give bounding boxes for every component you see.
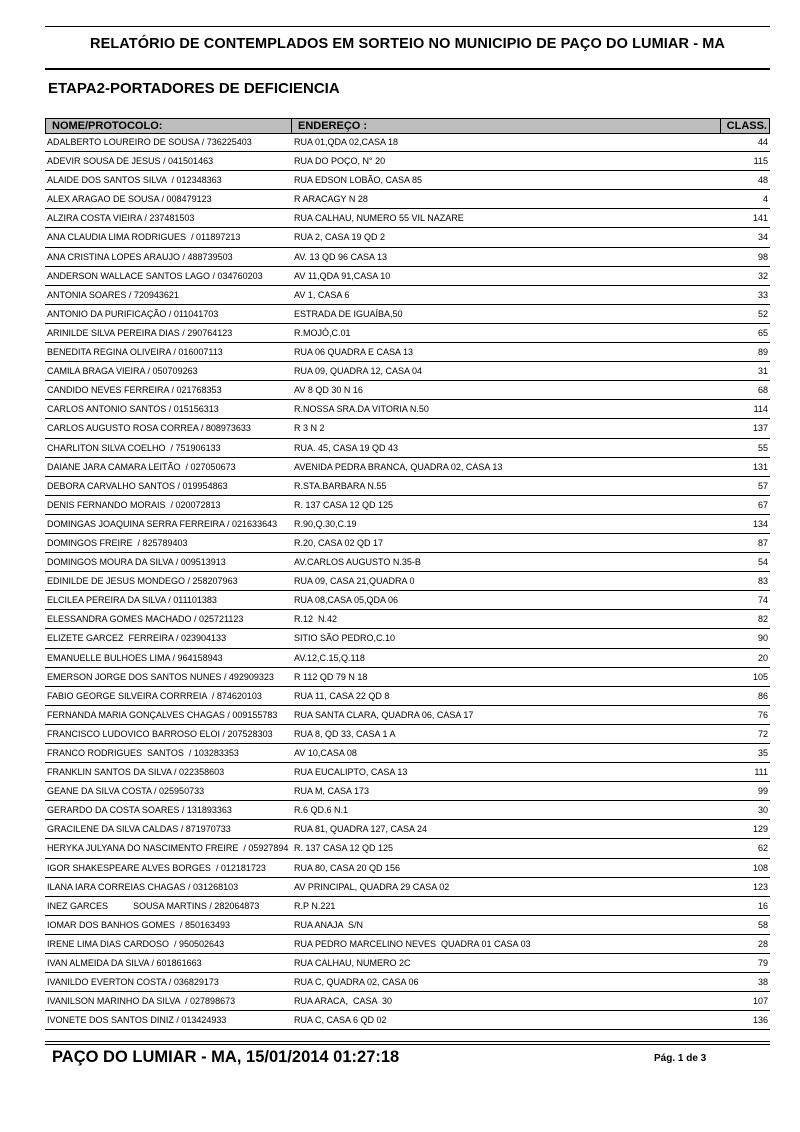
table-row xyxy=(45,209,770,228)
address-cell: AV 10,CASA 08 xyxy=(294,748,357,758)
class-cell: 30 xyxy=(757,805,768,816)
address-cell: RUA SANTA CLARA, QUADRA 06, CASA 17 xyxy=(294,709,474,720)
name-cell: ANTONIO DA PURIFICAÇÃO / 011041703 xyxy=(47,308,219,319)
address-cell: RUA CALHAU, NUMERO 2C xyxy=(294,958,411,969)
address-cell: RUA 11, CASA 22 QD 8 xyxy=(294,690,390,701)
table-row xyxy=(45,324,770,343)
name-cell: IVAN ALMEIDA DA SILVA / 601861663 xyxy=(47,958,202,969)
name-cell: CHARLITON SILVA COELHO / 751906133 xyxy=(47,442,221,453)
address-cell: RUA DO POÇO, N° 20 xyxy=(294,156,386,167)
table-row xyxy=(45,878,770,897)
class-cell: 48 xyxy=(757,175,768,186)
class-cell: 58 xyxy=(757,919,768,930)
class-cell: 86 xyxy=(757,690,768,701)
table-row xyxy=(45,419,770,438)
class-cell: 114 xyxy=(753,404,768,415)
class-cell: 68 xyxy=(757,385,768,396)
table-row xyxy=(45,954,770,973)
table-header xyxy=(45,118,770,134)
table-row xyxy=(45,267,770,286)
address-cell: RUA EUCALIPTO, CASA 13 xyxy=(294,767,408,778)
address-cell: R.90,Q.30,C.19 xyxy=(294,518,357,529)
class-cell: 90 xyxy=(757,633,768,644)
address-cell: RUA C, QUADRA 02, CASA 06 xyxy=(294,977,419,988)
address-cell: R.12 N.42 xyxy=(294,614,338,625)
name-cell: ANA CLAUDIA LIMA RODRIGUES / 011897213 xyxy=(47,232,241,243)
name-cell: FRANKLIN SANTOS DA SILVA / 022358603 xyxy=(47,767,225,778)
class-cell: 52 xyxy=(757,308,768,319)
class-cell: 72 xyxy=(757,728,768,739)
table-row xyxy=(45,152,770,171)
address-cell: RUA. 45, CASA 19 QD 43 xyxy=(294,442,399,453)
address-cell: R.MOJÓ,C.01 xyxy=(294,327,351,338)
table-row xyxy=(45,458,770,477)
table-row xyxy=(45,171,770,190)
page-number: Pág. 1 de 3 xyxy=(654,1053,707,1064)
name-cell: EMERSON JORGE DOS SANTOS NUNES / 492909323 xyxy=(47,671,274,682)
column-header-address: ENDEREÇO : xyxy=(291,119,367,133)
class-cell: 99 xyxy=(757,786,768,797)
class-cell: 76 xyxy=(757,709,768,720)
class-cell: 57 xyxy=(757,480,768,491)
class-cell: 108 xyxy=(752,862,768,873)
class-cell: 44 xyxy=(757,137,768,147)
address-cell: R.6 QD.6 N.1 xyxy=(294,805,349,816)
address-cell: RUA 08,CASA 05,QDA 06 xyxy=(294,595,399,606)
address-cell: AV.12,C.15,Q.118 xyxy=(294,652,365,663)
table-row xyxy=(45,629,770,648)
address-cell: RUA 8, QD 33, CASA 1 A xyxy=(294,728,396,739)
table-row xyxy=(45,228,770,247)
class-cell: 87 xyxy=(757,537,768,548)
name-cell: CANDIDO NEVES FERREIRA / 021768353 xyxy=(47,385,222,396)
name-cell: GERARDO DA COSTA SOARES / 131893363 xyxy=(47,805,232,816)
name-cell: ELESSANDRA GOMES MACHADO / 025721123 xyxy=(47,614,244,625)
top-rule xyxy=(45,26,770,27)
address-cell: SITIO SÃO PEDRO,C.10 xyxy=(294,633,396,644)
name-cell: FRANCO RODRIGUES SANTOS / 103283353 xyxy=(47,748,239,758)
name-cell: EDINILDE DE JESUS MONDEGO / 258207963 xyxy=(47,576,238,587)
name-cell: GRACILENE DA SILVA CALDAS / 871970733 xyxy=(47,824,231,835)
address-cell: AV PRINCIPAL, QUADRA 29 CASA 02 xyxy=(294,881,450,892)
class-cell: 98 xyxy=(757,251,768,262)
address-cell: RUA C, CASA 6 QD 02 xyxy=(294,1015,387,1026)
table-row xyxy=(45,916,770,935)
name-cell: IVANILSON MARINHO DA SILVA / 027898673 xyxy=(47,996,236,1007)
table-row xyxy=(45,362,770,381)
name-cell: FRANCISCO LUDOVICO BARROSO ELOI / 207528303 xyxy=(47,728,273,739)
table-row xyxy=(45,706,770,725)
class-cell: 134 xyxy=(752,518,768,529)
report-title: RELATÓRIO DE CONTEMPLADOS EM SORTEIO NO MUNICIPIO DE PAÇO DO LUMIAR - MA xyxy=(90,36,725,52)
name-cell: ANDERSON WALLACE SANTOS LAGO / 034760203 xyxy=(47,270,263,281)
name-cell: DEBORA CARVALHO SANTOS / 019954863 xyxy=(47,480,228,491)
column-header-class: CLASS. xyxy=(720,119,769,133)
table-row xyxy=(45,343,770,362)
class-cell: 20 xyxy=(757,652,768,663)
class-cell: 131 xyxy=(752,461,768,472)
class-cell: 115 xyxy=(753,156,768,167)
name-cell: DAIANE JARA CAMARA LEITÃO / 027050673 xyxy=(47,461,236,472)
class-cell: 62 xyxy=(757,843,768,854)
table-row xyxy=(45,591,770,610)
address-cell: R ARACAGY N 28 xyxy=(294,194,368,205)
name-cell: BENEDITA REGINA OLIVEIRA / 016007113 xyxy=(47,347,223,358)
address-cell: RUA 09, CASA 21,QUADRA 0 xyxy=(294,576,415,587)
name-cell: ADALBERTO LOUREIRO DE SOUSA / 736225403 xyxy=(47,137,252,147)
name-cell: IRENE LIMA DIAS CARDOSO / 950502643 xyxy=(47,938,225,949)
footer-rule-bottom xyxy=(45,1044,770,1045)
name-cell: DOMINGOS MOURA DA SILVA / 009513913 xyxy=(47,557,226,568)
column-header-name: NOME/PROTOCOLO: xyxy=(52,120,163,132)
class-cell: 123 xyxy=(752,881,768,892)
table-row xyxy=(45,439,770,458)
address-cell: RUA PEDRO MARCELINO NEVES QUADRA 01 CASA 03 xyxy=(294,938,531,949)
name-cell: ELIZETE GARCEZ FERREIRA / 023904133 xyxy=(47,633,227,644)
name-cell: CARLOS ANTONIO SANTOS / 015156313 xyxy=(47,404,219,415)
name-cell: DOMINGAS JOAQUINA SERRA FERREIRA / 021633643 xyxy=(47,518,278,529)
table-row xyxy=(45,400,770,419)
table-row xyxy=(45,553,770,572)
table-row xyxy=(45,897,770,916)
table-row xyxy=(45,190,770,209)
address-cell: RUA 80, CASA 20 QD 156 xyxy=(294,862,401,873)
class-cell: 54 xyxy=(757,557,768,568)
name-cell: IGOR SHAKESPEARE ALVES BORGES / 012181723 xyxy=(47,862,266,873)
table-row xyxy=(45,515,770,534)
name-cell: ADEVIR SOUSA DE JESUS / 041501463 xyxy=(47,156,214,167)
name-cell: ALAIDE DOS SANTOS SILVA / 012348363 xyxy=(47,175,222,186)
table-row xyxy=(45,935,770,954)
table-row xyxy=(45,305,770,324)
address-cell: AV 8 QD 30 N 16 xyxy=(294,385,363,396)
address-cell: R.NOSSA SRA.DA VITORIA N.50 xyxy=(294,404,429,415)
address-cell: AVENIDA PEDRA BRANCA, QUADRA 02, CASA 13 xyxy=(294,461,503,472)
class-cell: 107 xyxy=(752,996,768,1007)
address-cell: RUA 06 QUADRA E CASA 13 xyxy=(294,347,414,358)
footer-city-date: PAÇO DO LUMIAR - MA, 15/01/2014 01:27:18 xyxy=(52,1048,400,1066)
name-cell: DOMINGOS FREIRE / 825789403 xyxy=(47,537,188,548)
address-cell: RUA CALHAU, NUMERO 55 VIL NAZARE xyxy=(294,213,464,224)
table-row xyxy=(45,973,770,992)
address-cell: R. 137 CASA 12 QD 125 xyxy=(294,843,394,854)
class-cell: 38 xyxy=(757,977,768,988)
class-cell: 136 xyxy=(752,1015,768,1026)
address-cell: RUA ANAJA S/N xyxy=(294,919,364,930)
class-cell: 83 xyxy=(757,576,768,587)
address-cell: R 3 N 2 xyxy=(294,423,325,434)
table-row xyxy=(45,725,770,744)
name-cell: IOMAR DOS BANHOS GOMES / 850163493 xyxy=(47,919,231,930)
table-row xyxy=(45,248,770,267)
name-cell: EMANUELLE BULHOES LIMA / 964158943 xyxy=(47,652,223,663)
address-cell: R. 137 CASA 12 QD 125 xyxy=(294,499,394,510)
address-cell: AV. 13 QD 96 CASA 13 xyxy=(294,251,388,262)
table-row xyxy=(45,1011,770,1030)
class-cell: 35 xyxy=(757,748,768,758)
table-row xyxy=(45,496,770,515)
address-cell: ESTRADA DE IGUAÍBA,50 xyxy=(294,308,403,319)
address-cell: R.20, CASA 02 QD 17 xyxy=(294,537,384,548)
section-title: ETAPA2-PORTADORES DE DEFICIENCIA xyxy=(48,80,340,97)
name-cell: GEANE DA SILVA COSTA / 025950733 xyxy=(47,786,205,797)
address-cell: RUA 09, QUADRA 12, CASA 04 xyxy=(294,366,423,377)
class-cell: 16 xyxy=(757,900,768,911)
row-rule xyxy=(45,1029,770,1030)
table-row xyxy=(45,610,770,629)
address-cell: RUA ARACA, CASA 30 xyxy=(294,996,393,1007)
name-cell: CARLOS AUGUSTO ROSA CORREA / 808973633 xyxy=(47,423,251,434)
table-row xyxy=(45,286,770,305)
name-cell: FABIO GEORGE SILVEIRA CORRREIA / 874620103 xyxy=(47,690,262,701)
address-cell: AV 1, CASA 6 xyxy=(294,289,350,300)
table-row xyxy=(45,572,770,591)
footer-rule-top xyxy=(45,1041,770,1042)
table-row xyxy=(45,820,770,839)
name-cell: ANTONIA SOARES / 720943621 xyxy=(47,289,179,300)
address-cell: RUA 81, QUADRA 127, CASA 24 xyxy=(294,824,428,835)
class-cell: 105 xyxy=(752,671,768,682)
table-row xyxy=(45,801,770,820)
name-cell: CAMILA BRAGA VIEIRA / 050709263 xyxy=(47,366,198,377)
table-row xyxy=(45,477,770,496)
table-row xyxy=(45,744,770,763)
name-cell: IVONETE DOS SANTOS DINIZ / 013424933 xyxy=(47,1015,227,1026)
class-cell: 79 xyxy=(757,958,768,969)
class-cell: 28 xyxy=(757,938,768,949)
table-row xyxy=(45,992,770,1011)
class-cell: 65 xyxy=(757,327,768,338)
name-cell: IVANILDO EVERTON COSTA / 036829173 xyxy=(47,977,219,988)
table-row xyxy=(45,859,770,878)
name-cell: FERNANDA MARIA GONÇALVES CHAGAS / 009155783 xyxy=(47,709,278,720)
table-row xyxy=(45,687,770,706)
name-cell: DENIS FERNANDO MORAIS / 020072813 xyxy=(47,499,221,510)
name-cell: ANA CRISTINA LOPES ARAUJO / 488739503 xyxy=(47,251,233,262)
address-cell: R 112 QD 79 N 18 xyxy=(294,671,368,682)
class-cell: 33 xyxy=(757,289,768,300)
address-cell: R.P N.221 xyxy=(294,900,336,911)
table-row xyxy=(45,782,770,801)
class-cell: 129 xyxy=(752,824,768,835)
class-cell: 74 xyxy=(757,595,768,606)
title-rule xyxy=(45,68,770,70)
table-row xyxy=(45,668,770,687)
address-cell: RUA EDSON LOBÃO, CASA 85 xyxy=(294,175,423,186)
contemplated-table xyxy=(45,133,770,1030)
class-cell: 67 xyxy=(757,499,768,510)
class-cell: 55 xyxy=(757,442,768,453)
address-cell: RUA M, CASA 173 xyxy=(294,786,370,797)
address-cell: AV 11,QDA 91,CASA 10 xyxy=(294,270,391,281)
address-cell: R.STA.BARBARA N.55 xyxy=(294,480,387,491)
table-row xyxy=(45,763,770,782)
class-cell: 31 xyxy=(757,366,768,377)
table-row xyxy=(45,649,770,668)
name-cell: ILANA IARA CORREIAS CHAGAS / 031268103 xyxy=(47,881,239,892)
name-cell: ALZIRA COSTA VIEIRA / 237481503 xyxy=(47,213,195,224)
name-cell: INEZ GARCES SOUSA MARTINS / 282064873 xyxy=(47,900,260,911)
class-cell: 34 xyxy=(757,232,768,243)
class-cell: 89 xyxy=(757,347,768,358)
class-cell: 111 xyxy=(754,767,768,778)
address-cell: RUA 2, CASA 19 QD 2 xyxy=(294,232,386,243)
address-cell: RUA 01,QDA 02,CASA 18 xyxy=(294,137,399,147)
name-cell: ALEX ARAGAO DE SOUSA / 008479123 xyxy=(47,194,212,205)
address-cell: AV.CARLOS AUGUSTO N.35-B xyxy=(294,557,421,568)
name-cell: ARINILDE SILVA PEREIRA DIAS / 290764123 xyxy=(47,327,233,338)
table-row xyxy=(45,839,770,858)
name-cell: ELCILEA PEREIRA DA SILVA / 011101383 xyxy=(47,595,217,606)
class-cell: 32 xyxy=(757,270,768,281)
class-cell: 4 xyxy=(762,194,768,205)
class-cell: 141 xyxy=(752,213,768,224)
table-row xyxy=(45,133,770,152)
class-cell: 82 xyxy=(757,614,768,625)
table-row xyxy=(45,534,770,553)
name-cell: HERYKA JULYANA DO NASCIMENTO FREIRE / 05927894 xyxy=(47,843,289,854)
table-row xyxy=(45,381,770,400)
class-cell: 137 xyxy=(752,423,768,434)
